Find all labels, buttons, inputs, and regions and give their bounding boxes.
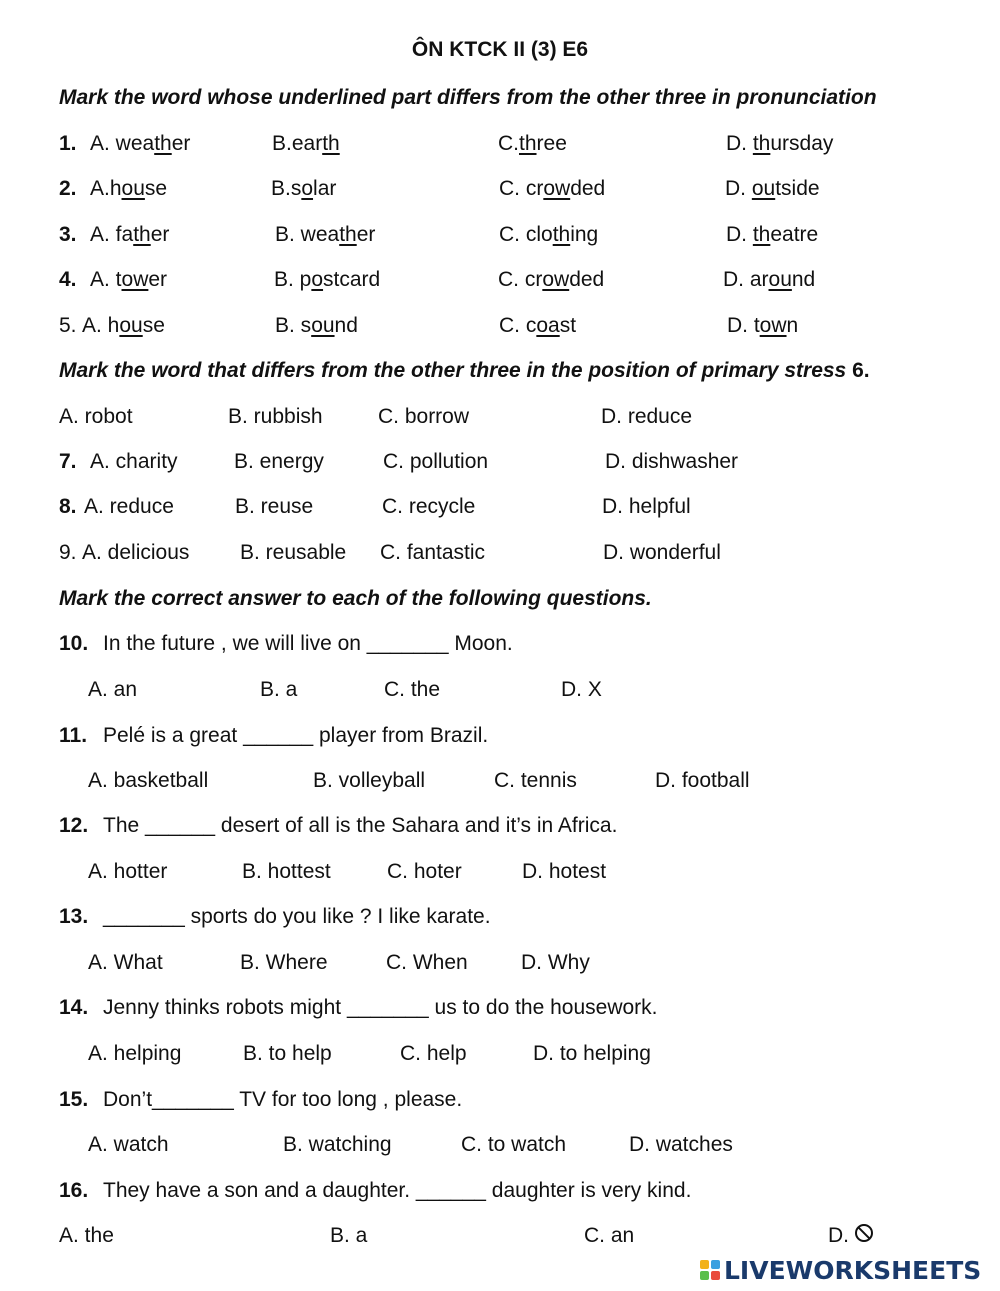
option-c: C. recycle <box>382 495 476 518</box>
question-9 <box>0 541 1000 571</box>
question-15 <box>0 1088 1000 1118</box>
question-number: 5. <box>59 314 77 337</box>
question-7 <box>0 450 1000 480</box>
option-a: A. tower <box>90 268 168 291</box>
option-c: C. crowded <box>499 177 606 200</box>
question-number: 16. <box>59 1179 89 1202</box>
question-number: 14. <box>59 996 89 1019</box>
option-d: D. reduce <box>601 405 693 428</box>
question-8 <box>0 495 1000 525</box>
option-d: D. football <box>655 769 750 792</box>
option-d: D. outside <box>725 177 820 200</box>
option-b: B. weather <box>275 223 376 246</box>
option-d: D. theatre <box>726 223 819 246</box>
option-a: A. delicious <box>82 541 190 564</box>
option-c: C. coast <box>499 314 577 337</box>
question-number: 8. <box>59 495 77 518</box>
question-6 <box>0 405 1000 435</box>
question-10 <box>0 632 1000 662</box>
question-number: 6. <box>852 359 870 382</box>
option-c: C. to watch <box>461 1133 567 1156</box>
option-b: B. energy <box>234 450 324 473</box>
prohibited-icon <box>855 1224 873 1242</box>
option-b: B. a <box>330 1224 368 1247</box>
question-14-options <box>0 1042 1000 1072</box>
option-b: B. postcard <box>274 268 381 291</box>
logo-mark-icon <box>700 1260 720 1280</box>
question-3 <box>0 223 1000 253</box>
question-text: Don’t_______ TV for too long , please. <box>103 1088 463 1111</box>
option-c: C. an <box>584 1224 635 1247</box>
question-number: 1. <box>59 132 77 155</box>
option-b: B. Where <box>240 951 328 974</box>
option-a: A. an <box>88 678 138 701</box>
question-text: Jenny thinks robots might _______ us to do the housework. <box>103 996 658 1019</box>
option-c: C. the <box>384 678 441 701</box>
option-a: A. father <box>90 223 170 246</box>
option-a: A. What <box>88 951 163 974</box>
question-number: 15. <box>59 1088 89 1111</box>
question-text: _______ sports do you like ? I like karate. <box>103 905 491 928</box>
question-number: 7. <box>59 450 77 473</box>
question-number: 4. <box>59 268 77 291</box>
option-d: D. <box>828 1224 849 1248</box>
option-c: C. clothing <box>499 223 599 246</box>
option-a: A. charity <box>90 450 178 473</box>
question-16-options <box>0 1224 1000 1254</box>
logo-text: LIVEWORKSHEETS <box>724 1255 982 1285</box>
question-text: The ______ desert of all is the Sahara and it’s in Africa. <box>103 814 618 837</box>
option-d: D. hotest <box>522 860 607 883</box>
section-correct-heading: Mark the correct answer to each of the following questions. <box>59 587 652 610</box>
question-11-options <box>0 769 1000 799</box>
option-a: A. reduce <box>84 495 174 518</box>
question-text: They have a son and a daughter. ______ daughter is very kind. <box>103 1179 692 1202</box>
option-b: B. a <box>260 678 298 701</box>
option-c: C.three <box>498 132 567 155</box>
option-d: D. helpful <box>602 495 691 518</box>
option-a: A.house <box>90 177 168 200</box>
question-number: 11. <box>59 724 88 747</box>
question-number: 3. <box>59 223 77 246</box>
question-text: In the future , we will live on _______ Moon. <box>103 632 513 655</box>
question-number: 2. <box>59 177 77 200</box>
option-d: D. Why <box>521 951 590 974</box>
section-stress-heading: Mark the word that differs from the other three in the position of primary stress 6. <box>59 359 870 382</box>
question-12 <box>0 814 1000 844</box>
option-b: B.solar <box>271 177 337 200</box>
question-5 <box>0 314 1000 344</box>
option-a: A. weather <box>90 132 191 155</box>
option-d: D. watches <box>629 1133 733 1156</box>
question-15-options <box>0 1133 1000 1163</box>
question-4 <box>0 268 1000 298</box>
question-14 <box>0 996 1000 1026</box>
question-number: 10. <box>59 632 89 655</box>
option-a: A. watch <box>88 1133 169 1156</box>
option-d: D. thursday <box>726 132 834 155</box>
option-a: A. helping <box>88 1042 182 1065</box>
option-c: C. tennis <box>494 769 577 792</box>
question-2 <box>0 177 1000 207</box>
question-11 <box>0 724 1000 754</box>
question-number: 9. <box>59 541 77 564</box>
question-16 <box>0 1179 1000 1209</box>
option-d: D. wonderful <box>603 541 721 564</box>
question-number: 12. <box>59 814 89 837</box>
option-b: B. volleyball <box>313 769 426 792</box>
option-d: D. around <box>723 268 816 291</box>
option-d: D. X <box>561 678 602 701</box>
option-d: D. town <box>727 314 799 337</box>
option-c: C. crowded <box>498 268 605 291</box>
question-number: 13. <box>59 905 89 928</box>
option-a: A. the <box>59 1224 114 1247</box>
option-c: C. fantastic <box>380 541 486 564</box>
question-12-options <box>0 860 1000 890</box>
option-c: C. pollution <box>383 450 489 473</box>
option-b: B. watching <box>283 1133 392 1156</box>
question-13 <box>0 905 1000 935</box>
page-title: ÔN KTCK II (3) E6 <box>411 38 589 61</box>
option-a: A. basketball <box>88 769 209 792</box>
option-c: C. borrow <box>378 405 470 428</box>
option-a: A. robot <box>59 405 133 428</box>
liveworksheets-logo <box>700 1255 981 1285</box>
option-b: B. to help <box>243 1042 332 1065</box>
option-a: A. house <box>82 314 165 337</box>
question-text: Pelé is a great ______ player from Brazil. <box>103 724 489 747</box>
option-b: B. reuse <box>235 495 314 518</box>
option-b: B. hottest <box>242 860 331 883</box>
section-pronunciation-heading: Mark the word whose underlined part differs from the other three in pronunciation <box>59 86 877 109</box>
option-c: C. hoter <box>387 860 462 883</box>
question-10-options <box>0 678 1000 708</box>
option-c: C. When <box>386 951 468 974</box>
option-d: D. dishwasher <box>605 450 739 473</box>
option-a: A. hotter <box>88 860 168 883</box>
option-b: B.earth <box>272 132 340 155</box>
question-13-options <box>0 951 1000 981</box>
question-1 <box>0 132 1000 162</box>
option-b: B. rubbish <box>228 405 323 428</box>
option-c: C. help <box>400 1042 467 1065</box>
option-b: B. sound <box>275 314 358 337</box>
option-d: D. to helping <box>533 1042 651 1065</box>
option-b: B. reusable <box>240 541 347 564</box>
